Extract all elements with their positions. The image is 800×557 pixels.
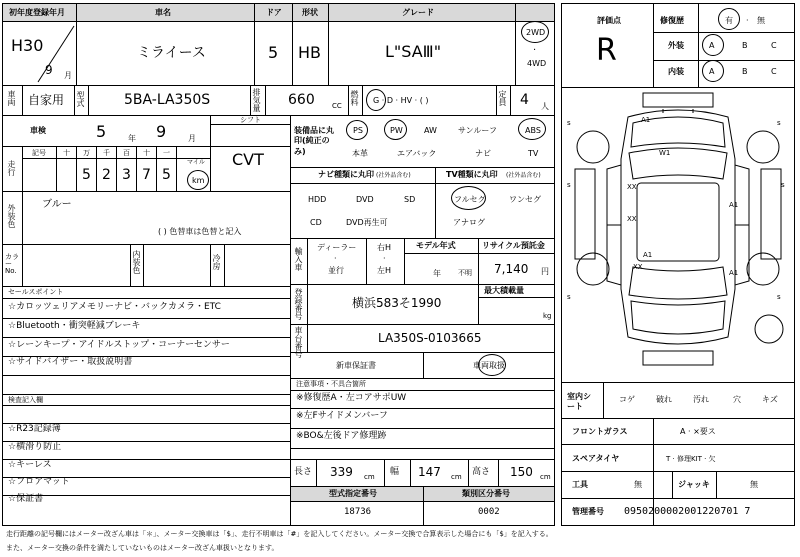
era-year: H30 [11, 36, 44, 55]
car-windshield [629, 148, 727, 179]
exterior-grade-c: C [771, 41, 777, 50]
inspection-label: 車検 [30, 126, 46, 135]
digit-label-3: 百 [123, 149, 130, 157]
sales-point-item: ☆サイドバイザー・取扱説明書 [8, 357, 133, 367]
navi-hdd: HDD [308, 195, 327, 204]
repair-yes: 有 [725, 16, 733, 25]
score-value: R [596, 33, 617, 68]
wheel-spare [755, 315, 783, 343]
car-body-outline [621, 110, 735, 344]
interior-grade-circle [702, 60, 724, 82]
width-value: 147 [418, 465, 441, 479]
model-value: 5BA-LA350S [124, 92, 211, 108]
grade-value: L"SAⅢ" [385, 42, 442, 61]
width-label: 幅 [390, 467, 400, 477]
inspection-month: 9 [156, 122, 167, 141]
import-dot: · [334, 254, 337, 263]
inspection-year-unit: 年 [128, 134, 136, 143]
diagram-s-label: s [567, 181, 571, 189]
chassis-label: 車台番号 [294, 326, 303, 358]
footer-line-2: また、メーター交換の条件を満たしていないものはメーター改ざん車扱いとなります。 [6, 544, 279, 552]
type-no: 18736 [344, 507, 372, 517]
equip-airbag: エアバック [397, 149, 437, 158]
interior-grade-c: C [771, 67, 777, 76]
seat-opt-yogore: 汚れ [693, 395, 709, 404]
type-no-label: 型式指定番号 [329, 489, 377, 498]
tv-fullseg-circle [451, 186, 486, 210]
model-year-unit: 年 [433, 269, 441, 278]
cc-label: 排気量 [252, 88, 261, 112]
km-circle [187, 170, 209, 190]
equip-abs: ABS [525, 126, 541, 135]
equipment-label: 装備品に丸印(純正のみ) [294, 126, 334, 156]
import-parallel: 並行 [328, 266, 344, 275]
length-value: 339 [330, 465, 353, 479]
navi-cd: CD [310, 218, 322, 227]
tv-oneseg: ワンセグ [509, 195, 541, 204]
capacity-unit: 人 [541, 102, 549, 111]
digit-label-4: 十 [143, 149, 150, 157]
spare-tire-value: T · 修理KIT · 欠 [666, 455, 716, 463]
wheel-rr [747, 253, 779, 285]
interior-seat-label: 室内シート [567, 392, 591, 412]
tv-fullseg: フルセグ [454, 195, 486, 204]
jack-label: ジャッキ [678, 480, 710, 489]
model-label: 型式 [76, 91, 85, 107]
class-no: 0002 [478, 507, 500, 517]
model-year-label: モデル年式 [416, 241, 456, 250]
equip-navi: ナビ [475, 149, 491, 158]
damage-mark-w1: W1 [659, 149, 671, 157]
damage-mark-xx: XX [633, 263, 643, 271]
shift-label: シフト [240, 116, 261, 124]
shift-value: CVT [232, 150, 264, 169]
exterior-color: ブルー [42, 199, 72, 210]
exterior-label: 外装色 [7, 204, 16, 228]
note-item: ※修復歴A・左コアサポUW [296, 393, 407, 403]
navi-sd: SD [404, 195, 416, 204]
diagram-s-label: s [777, 293, 781, 301]
car-diagram [563, 89, 793, 379]
drive-4wd: 4WD [527, 59, 547, 68]
fridge-label: 冷房 [212, 254, 221, 270]
navi-dvd: DVD [356, 195, 374, 204]
drive-2wd-circle [521, 21, 549, 43]
sales-points-title: セールスポイント [8, 288, 64, 296]
notes-title: 注意事項・不具合箇所 [296, 380, 366, 388]
damage-mark-xx: XX [627, 215, 637, 223]
registration-label: 登録番号 [294, 288, 303, 320]
max-load-label: 最大積載量 [484, 286, 524, 295]
fuel-label: 燃料 [350, 90, 359, 106]
seat-opt-koge: コゲ [619, 395, 635, 404]
tv-analog: アナログ [453, 218, 485, 227]
interior-grade-label: 内装 [668, 67, 684, 76]
new-car-warranty: 新車保証書 [336, 361, 376, 370]
kigo-label: 記号 [32, 149, 46, 157]
capacity-label: 定員 [498, 90, 507, 106]
mileage-digit: 7 [142, 167, 151, 183]
shape-value: HB [298, 43, 322, 62]
shape-label: 形状 [302, 8, 318, 17]
jack-value: 無 [750, 480, 758, 489]
equip-pw: PW [390, 126, 403, 135]
record-item: ☆保証書 [8, 494, 44, 504]
grade-label: グレード [402, 8, 434, 17]
tools-label: 工具 [572, 480, 588, 489]
digit-label-5: 一 [163, 149, 170, 157]
record-item: ☆R23記録簿 [8, 424, 61, 434]
front-glass-label: フロントガラス [572, 427, 628, 436]
equip-sunroof: サンルーフ [458, 126, 497, 135]
damage-mark-a1: A1 [641, 116, 651, 124]
door-label: ドア [266, 8, 282, 17]
max-load-unit: kg [543, 312, 552, 320]
sales-point-item: ☆Bluetooth・衝突軽減ブレーキ [8, 321, 141, 331]
car-rear-glass [629, 267, 727, 299]
footer-line-1: 走行距離の記号欄にはメーター改ざん車は「＊」、メーター交換車は「$」、走行不明車は「#」を記入してください。メーター交換で合算表示した場合にも「$」を記入する。 [6, 530, 553, 538]
exterior-grade-label: 外装 [668, 41, 684, 50]
capacity-value: 4 [520, 92, 529, 108]
repair-label: 修復歴 [660, 16, 684, 25]
digit-label-1: 万 [83, 149, 90, 157]
record-item: ☆キーレス [8, 460, 52, 470]
inspection-records-title: 検査記入欄 [8, 396, 43, 404]
tv-sub: (社外品含む) [506, 172, 541, 179]
mileage-unit: km [192, 176, 205, 185]
equip-ps: PS [353, 126, 363, 135]
spare-tire-label: スペアタイヤ [572, 454, 620, 463]
import-dealer: ディーラー [317, 243, 357, 252]
mileage-digit: 2 [102, 167, 111, 183]
fuel-options: G · D · HV · ( ) [373, 96, 429, 105]
wheel-fl [577, 131, 609, 163]
import-right-h: 右H [377, 243, 392, 252]
interior-grade-a: A [709, 67, 715, 76]
diagram-s-label: s [567, 293, 571, 301]
repair-dot: · [746, 16, 749, 25]
tools-value: 無 [634, 480, 642, 489]
import-left-h: 左H [377, 266, 392, 275]
car-roof [637, 183, 719, 261]
recycle-label: リサイクル預託金 [482, 241, 545, 250]
seat-opt-yabure: 破れ [656, 395, 672, 404]
equip-pw-circle [384, 119, 407, 140]
equip-ps-circle [346, 120, 368, 140]
management-number: 0950200002001220701 7 [624, 506, 751, 517]
recycle-unit: 円 [541, 267, 549, 276]
diagram-s-label: s [567, 119, 571, 127]
use-value: 自家用 [28, 93, 65, 107]
exterior-grade-b: B [742, 41, 748, 50]
tv-label: TV種類に丸印 [446, 170, 498, 179]
length-unit: cm [364, 473, 375, 481]
equip-aw: AW [424, 126, 437, 135]
drive-dot: · [533, 45, 537, 56]
recycle-value: 7,140 [494, 262, 529, 276]
digit-label-2: 千 [103, 149, 110, 157]
cc-unit: CC [332, 102, 342, 110]
model-year-unknown: 不明 [458, 269, 472, 277]
digit-label-0: 十 [63, 149, 70, 157]
wheel-fr [747, 131, 779, 163]
height-value: 150 [510, 465, 533, 479]
record-item: ☆フロアマット [8, 477, 70, 487]
mile-label: マイル [187, 159, 205, 166]
car-name: ミライース [137, 45, 206, 61]
mileage-digit: 3 [122, 167, 131, 183]
month-value: 9 [45, 63, 53, 77]
class-no-label: 類別区分番号 [462, 489, 510, 498]
record-item: ☆横滑り防止 [8, 442, 62, 452]
equip-abs-circle [518, 118, 546, 140]
damage-mark-a1: A1 [729, 201, 739, 209]
sales-point-item: ☆レーンキープ・アイドルストップ・コーナーセンサー [8, 340, 230, 350]
height-label: 高さ [472, 467, 491, 477]
drive-2wd: 2WD [526, 28, 546, 37]
note-item: ※BO&左後ドア修理跡 [296, 431, 387, 441]
sales-point-item: ☆カロッツェリアメモリーナビ・バックカメラ・ETC [8, 302, 221, 312]
interior-grade-b: B [742, 67, 748, 76]
exterior-grade-a: A [709, 41, 715, 50]
navi-sub: (社外品含む) [376, 172, 411, 179]
diagram-s-label: s [781, 181, 785, 189]
registration-number: 横浜583そ1990 [352, 296, 442, 310]
wheel-rl [577, 253, 609, 285]
mileage-digit: 5 [82, 167, 91, 183]
equip-leather: 本革 [352, 149, 368, 158]
month-unit: 月 [64, 71, 72, 80]
damage-mark-a1: A1 [643, 251, 653, 259]
front-glass-value: A · ×要ス [680, 427, 716, 436]
import-lr-dot: · [383, 254, 386, 263]
vehicle-manual: 車両取扱 [473, 361, 505, 370]
navi-label: ナビ種類に丸印 [318, 170, 374, 179]
equip-tv: TV [528, 149, 539, 158]
note-item: ※左Fサイドメンバーフ [296, 411, 388, 421]
color-no-label: カラーNo. [5, 253, 19, 275]
import-label: 輸入車 [294, 247, 303, 271]
damage-mark-a1: A1 [729, 269, 739, 277]
length-label: 長さ [294, 467, 313, 477]
score-label: 評価点 [597, 16, 621, 25]
doors-value: 5 [268, 43, 279, 62]
diagram-s-label: s [777, 119, 781, 127]
navi-dvd-play: DVD再生可 [346, 218, 388, 227]
damage-mark-xx: XX [627, 183, 637, 191]
mileage-label: 走行 [7, 160, 16, 176]
mileage-digit: 5 [162, 167, 171, 183]
width-unit: cm [451, 473, 462, 481]
use-label: 車両 [7, 90, 16, 106]
inspection-month-unit: 月 [188, 134, 196, 143]
repair-no: 無 [757, 16, 765, 25]
repair-yes-circle [718, 8, 740, 30]
exterior-note: ( ) 色替車は色替と記入 [158, 227, 242, 236]
seat-opt-kizu: キズ [762, 395, 778, 404]
interior-color-label: 内装色 [132, 250, 141, 274]
seat-opt-ana: 穴 [733, 395, 741, 404]
chassis-number: LA350S-0103665 [378, 331, 482, 345]
cc-value: 660 [288, 92, 315, 108]
height-unit: cm [540, 473, 551, 481]
car-name-label: 車名 [155, 8, 171, 17]
manual-circle [478, 354, 506, 376]
car-trunk [631, 301, 725, 334]
reg-year-label: 初年度登録年月 [9, 8, 65, 17]
management-label: 管理番号 [572, 507, 604, 516]
exterior-grade-circle [702, 34, 724, 56]
inspection-year: 5 [96, 122, 107, 141]
fuel-g-circle [366, 89, 386, 111]
